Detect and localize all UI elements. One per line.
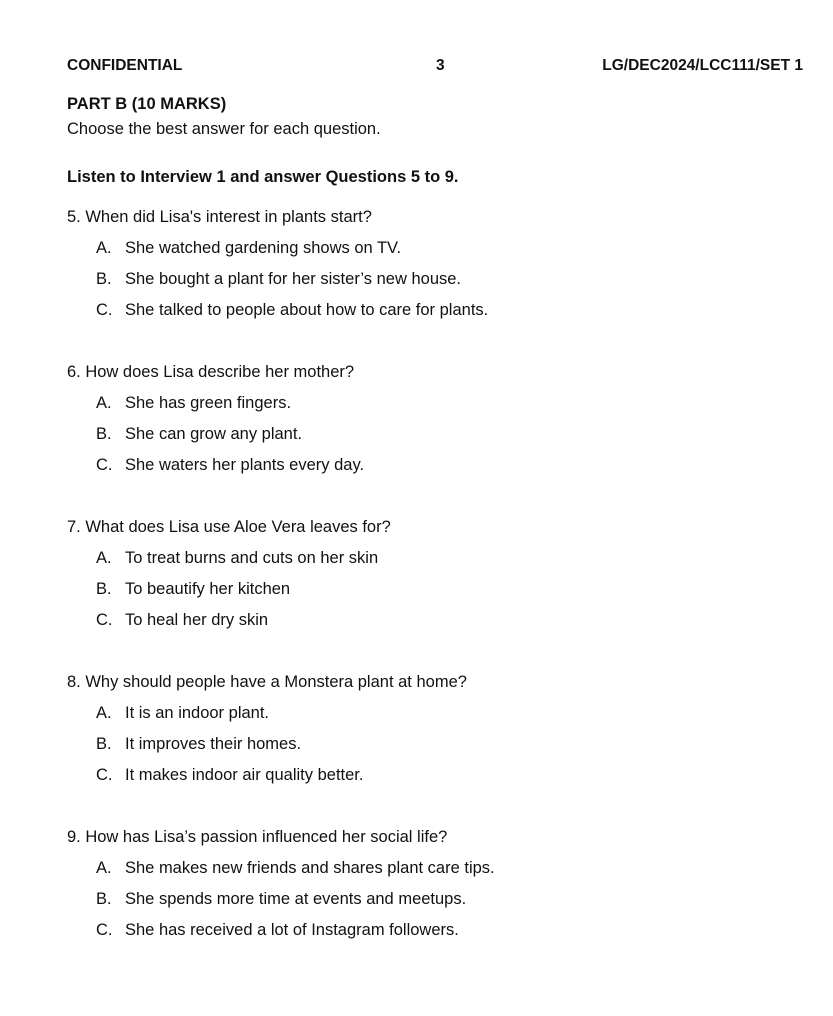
option-c [67, 765, 807, 796]
option-text: To treat burns and cuts on her skin [125, 549, 379, 567]
question-text: 9. How has Lisa’s passion influenced her social life? [67, 828, 448, 846]
part-title: PART B (10 MARKS) [67, 95, 227, 113]
option-c [67, 300, 807, 331]
option-a [67, 238, 807, 269]
option-b [67, 269, 807, 300]
option-text: She watched gardening shows on TV. [125, 239, 402, 257]
option-a [67, 703, 807, 734]
question-9 [67, 827, 807, 951]
option-letter: B. [96, 425, 112, 443]
question-5 [67, 207, 807, 331]
confidential-label: CONFIDENTIAL [67, 57, 183, 74]
option-letter: B. [96, 735, 112, 753]
option-text: She waters her plants every day. [125, 456, 365, 474]
option-b [67, 579, 807, 610]
option-letter: A. [96, 859, 112, 877]
question-text: 7. What does Lisa use Aloe Vera leaves for? [67, 518, 391, 536]
option-text: To heal her dry skin [125, 611, 269, 629]
page-header [67, 57, 803, 77]
option-c [67, 610, 807, 641]
option-letter: B. [96, 580, 112, 598]
option-c [67, 920, 807, 951]
page-number: 3 [436, 57, 445, 74]
option-c [67, 455, 807, 486]
option-text: It improves their homes. [125, 735, 302, 753]
option-letter: C. [96, 921, 113, 939]
option-letter: B. [96, 270, 112, 288]
question-6 [67, 362, 807, 486]
option-letter: C. [96, 456, 113, 474]
question-text: 8. Why should people have a Monstera plant at home? [67, 673, 467, 691]
question-8 [67, 672, 807, 796]
option-text: She bought a plant for her sister’s new house. [125, 270, 462, 288]
option-text: She can grow any plant. [125, 425, 303, 443]
option-letter: A. [96, 704, 112, 722]
question-text: 6. How does Lisa describe her mother? [67, 363, 355, 381]
option-letter: B. [96, 890, 112, 908]
option-b [67, 889, 807, 920]
listen-instruction: Listen to Interview 1 and answer Questions 5 to 9. [67, 168, 459, 186]
option-letter: A. [96, 549, 112, 567]
option-text: It is an indoor plant. [125, 704, 270, 722]
question-7 [67, 517, 807, 641]
option-letter: C. [96, 301, 113, 319]
option-text: To beautify her kitchen [125, 580, 291, 598]
part-instruction: Choose the best answer for each question. [67, 120, 381, 138]
option-letter: C. [96, 766, 113, 784]
option-letter: A. [96, 394, 112, 412]
option-letter: A. [96, 239, 112, 257]
option-text: She has received a lot of Instagram followers. [125, 921, 459, 939]
option-text: It makes indoor air quality better. [125, 766, 364, 784]
option-text: She makes new friends and shares plant care tips. [125, 859, 495, 877]
option-a [67, 548, 807, 579]
option-text: She has green fingers. [125, 394, 292, 412]
option-a [67, 858, 807, 889]
document-code: LG/DEC2024/LCC111/SET 1 [602, 57, 803, 74]
option-text: She talked to people about how to care for plants. [125, 301, 489, 319]
option-letter: C. [96, 611, 113, 629]
option-b [67, 734, 807, 765]
option-a [67, 393, 807, 424]
option-b [67, 424, 807, 455]
option-text: She spends more time at events and meetups. [125, 890, 467, 908]
question-text: 5. When did Lisa's interest in plants start? [67, 208, 372, 226]
